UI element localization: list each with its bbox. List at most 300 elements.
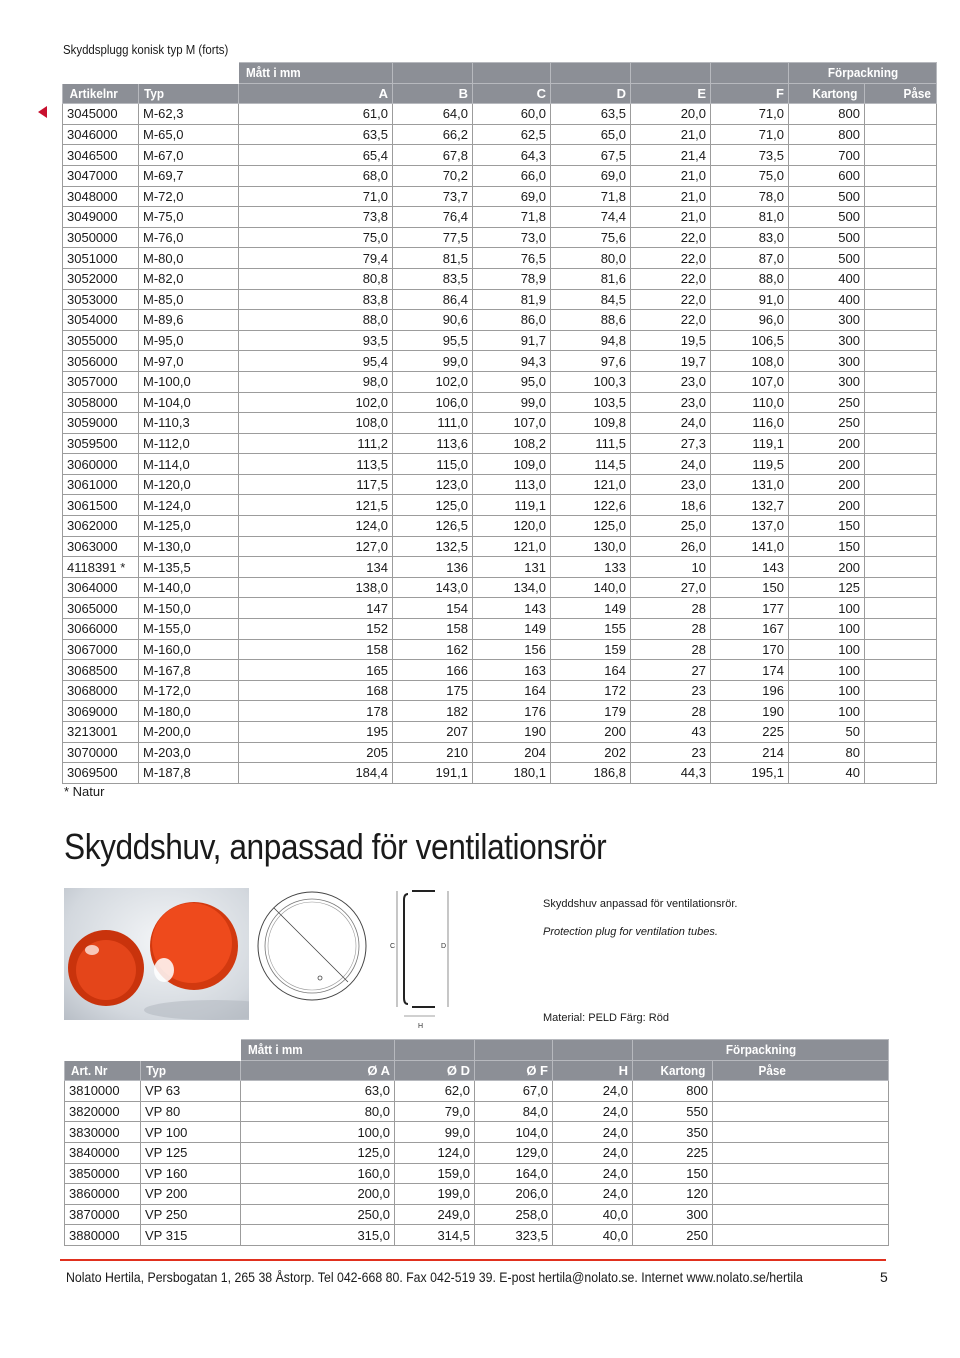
table-cell: 119,5 [711, 454, 789, 475]
table-cell: VP 80 [141, 1101, 241, 1122]
table-cell: 21,4 [631, 145, 711, 166]
table-cell: 76,4 [393, 207, 473, 228]
group-header-packaging: Förpackning [633, 1040, 889, 1061]
table-cell: 3064000 [63, 577, 139, 598]
table-cell: 167 [711, 619, 789, 640]
table-cell: M-200,0 [139, 722, 239, 743]
table-cell: 3065000 [63, 598, 139, 619]
table-cell: 3053000 [63, 289, 139, 310]
table-cell: M-89,6 [139, 310, 239, 331]
table-cell: 300 [789, 330, 865, 351]
table-cell: 249,0 [395, 1204, 475, 1225]
table-cell: 24,0 [553, 1122, 633, 1143]
table-cell: 3830000 [65, 1122, 141, 1143]
table-cell: M-67,0 [139, 145, 239, 166]
header-fill [393, 63, 473, 84]
table-cell [865, 454, 937, 475]
table-cell: M-100,0 [139, 371, 239, 392]
table-cell: 99,0 [393, 351, 473, 372]
table-cell: 125 [789, 577, 865, 598]
table-cell: 190 [473, 722, 551, 743]
table-row [63, 742, 937, 763]
table-cell: 143 [711, 557, 789, 578]
header-fill [553, 1040, 633, 1061]
table-cell: 3063000 [63, 536, 139, 557]
table-cell: M-97,0 [139, 351, 239, 372]
table-cell: 300 [633, 1204, 713, 1225]
table-cell: 250 [789, 413, 865, 434]
table-cell [713, 1101, 889, 1122]
table-cell: 103,5 [551, 392, 631, 413]
table-cell: 23,0 [631, 392, 711, 413]
table-cell: 27 [631, 660, 711, 681]
table-cell: 202 [551, 742, 631, 763]
table-cell: 131,0 [711, 474, 789, 495]
table-cell: 24,0 [553, 1163, 633, 1184]
table-cell: 300 [789, 310, 865, 331]
table-cell: 115,0 [393, 454, 473, 475]
table-cell: 138,0 [239, 577, 393, 598]
table-cell: 19,5 [631, 330, 711, 351]
table-cell: 3049000 [63, 207, 139, 228]
table-row [63, 536, 937, 557]
header-spacer [141, 1040, 241, 1061]
table-cell: 134,0 [473, 577, 551, 598]
table-cell: 22,0 [631, 310, 711, 331]
table-cell: 98,0 [239, 371, 393, 392]
table-row [63, 248, 937, 269]
table-cell: 21,0 [631, 186, 711, 207]
table-cell [865, 165, 937, 186]
table-cell: 3050000 [63, 227, 139, 248]
description-sv: Skyddshuv anpassad för ventilationsrör. [543, 898, 738, 910]
table-cell: 3810000 [65, 1081, 141, 1102]
table-row [63, 227, 937, 248]
table-cell: 80 [789, 742, 865, 763]
table-cell: 93,5 [239, 330, 393, 351]
table-cell: 100 [789, 680, 865, 701]
table-cell: 133 [551, 557, 631, 578]
table-cell: 500 [789, 186, 865, 207]
table-cell: 800 [789, 124, 865, 145]
table-cell: 109,0 [473, 454, 551, 475]
table-cell: M-76,0 [139, 227, 239, 248]
table-cell: 3820000 [65, 1101, 141, 1122]
table-cell: 86,4 [393, 289, 473, 310]
table-cell: 131 [473, 557, 551, 578]
table-cell: 108,2 [473, 433, 551, 454]
table-cell: 28 [631, 701, 711, 722]
table-row [63, 577, 937, 598]
table-cell: M-172,0 [139, 680, 239, 701]
table-cell: 102,0 [239, 392, 393, 413]
table-row [65, 1184, 889, 1205]
table-row [63, 104, 937, 125]
table-cell: 3069000 [63, 701, 139, 722]
table-cell: 258,0 [475, 1204, 553, 1225]
table-cell: 73,7 [393, 186, 473, 207]
table-cell: M-180,0 [139, 701, 239, 722]
table-cell [865, 742, 937, 763]
table-cell: 600 [789, 165, 865, 186]
table-cell: 3061000 [63, 474, 139, 495]
section-caption: Skyddsplugg konisk typ M (forts) [63, 42, 229, 57]
table-cell: 100 [789, 701, 865, 722]
table-cell: 137,0 [711, 516, 789, 537]
table-cell: 78,9 [473, 268, 551, 289]
table-row [63, 371, 937, 392]
col-header-diam-f: Ø F [475, 1060, 553, 1081]
table-cell: 107,0 [473, 413, 551, 434]
table-cell: 117,5 [239, 474, 393, 495]
table-cell [865, 351, 937, 372]
table-row [65, 1204, 889, 1225]
table-cell: 196 [711, 680, 789, 701]
table-row [65, 1225, 889, 1246]
table-cell: 3054000 [63, 310, 139, 331]
table-cell: 19,7 [631, 351, 711, 372]
table-cell: M-110,3 [139, 413, 239, 434]
table-cell: 134 [239, 557, 393, 578]
table-cell: 76,5 [473, 248, 551, 269]
table-cell: M-160,0 [139, 639, 239, 660]
table-cell: 314,5 [395, 1225, 475, 1246]
table-cell: M-124,0 [139, 495, 239, 516]
table-cell: 75,0 [711, 165, 789, 186]
table-cell: M-187,8 [139, 763, 239, 784]
table-cell: 28 [631, 619, 711, 640]
table-cell: VP 250 [141, 1204, 241, 1225]
table-cell: M-62,3 [139, 104, 239, 125]
table-cell: 176 [473, 701, 551, 722]
table-cell: 200 [789, 433, 865, 454]
table-cell: 22,0 [631, 248, 711, 269]
table-cell [713, 1204, 889, 1225]
table-cell: 113,5 [239, 454, 393, 475]
table-cell: 40,0 [553, 1204, 633, 1225]
table-cell: 64,3 [473, 145, 551, 166]
table-cell: 63,5 [551, 104, 631, 125]
table-cell [865, 124, 937, 145]
table-cell: 25,0 [631, 516, 711, 537]
table-cell: 80,0 [241, 1101, 395, 1122]
table-row [63, 660, 937, 681]
table-cell [865, 207, 937, 228]
table-cell: VP 315 [141, 1225, 241, 1246]
table-cell: 150 [789, 516, 865, 537]
table-cell: 24,0 [553, 1101, 633, 1122]
table-cell: 21,0 [631, 207, 711, 228]
table-cell: 136 [393, 557, 473, 578]
footer-divider [60, 1259, 886, 1261]
table-cell [865, 433, 937, 454]
header-fill [551, 63, 631, 84]
table-cell: 200 [789, 454, 865, 475]
table-cell: 225 [711, 722, 789, 743]
table-cell: 83,5 [393, 268, 473, 289]
table-cell: 250,0 [241, 1204, 395, 1225]
table-cell: 113,6 [393, 433, 473, 454]
header-fill [473, 63, 551, 84]
col-header-e: E [631, 83, 711, 104]
table-cell: 179 [551, 701, 631, 722]
table-cell: 90,6 [393, 310, 473, 331]
header-spacer [139, 63, 239, 84]
table-cell: 70,2 [393, 165, 473, 186]
table-cell: 99,0 [395, 1122, 475, 1143]
table-cell: 88,6 [551, 310, 631, 331]
table-row [63, 165, 937, 186]
material-info: Material: PELD Färg: Röd [543, 1012, 669, 1024]
table-cell: 28 [631, 639, 711, 660]
table-cell: 3048000 [63, 186, 139, 207]
table-cell: VP 100 [141, 1122, 241, 1143]
table-cell: 69,0 [473, 186, 551, 207]
table-cell: 175 [393, 680, 473, 701]
table-cell [713, 1184, 889, 1205]
table-row [63, 186, 937, 207]
table-cell: 97,6 [551, 351, 631, 372]
table-cell: 24,0 [631, 454, 711, 475]
table-cell: 125,0 [551, 516, 631, 537]
table-cell: 94,8 [551, 330, 631, 351]
table-cell: 79,0 [395, 1101, 475, 1122]
table-cell: 156 [473, 639, 551, 660]
table-row [63, 701, 937, 722]
product-photo [64, 888, 249, 1020]
table-cell: 75,6 [551, 227, 631, 248]
table-cell [713, 1142, 889, 1163]
table-cell: 27,3 [631, 433, 711, 454]
hood-table [64, 1039, 889, 1246]
table-cell: 23 [631, 680, 711, 701]
table-cell: 200 [789, 557, 865, 578]
table-cell [865, 680, 937, 701]
table-cell: 75,0 [239, 227, 393, 248]
table-cell: 96,0 [711, 310, 789, 331]
table-cell: 323,5 [475, 1225, 553, 1246]
table-cell [865, 413, 937, 434]
table-cell: 110,0 [711, 392, 789, 413]
table-cell: 66,0 [473, 165, 551, 186]
table-cell: 63,5 [239, 124, 393, 145]
col-header-a: A [239, 83, 393, 104]
table-cell: 22,0 [631, 268, 711, 289]
table-cell: 107,0 [711, 371, 789, 392]
table-cell: 100,3 [551, 371, 631, 392]
footnote: * Natur [64, 784, 105, 799]
table-cell: 50 [789, 722, 865, 743]
table-cell: 20,0 [631, 104, 711, 125]
table-cell: 129,0 [475, 1142, 553, 1163]
table-cell: M-85,0 [139, 289, 239, 310]
table-cell: 79,4 [239, 248, 393, 269]
table-cell: 168 [239, 680, 393, 701]
table-row [63, 557, 937, 578]
table-cell: 3062000 [63, 516, 139, 537]
col-header-artikelnr: Artikelnr [63, 83, 139, 104]
table-cell: 125,0 [393, 495, 473, 516]
table-cell: 149 [551, 598, 631, 619]
table-cell: M-130,0 [139, 536, 239, 557]
table-cell: 154 [393, 598, 473, 619]
table-cell [713, 1081, 889, 1102]
table-cell: 3870000 [65, 1204, 141, 1225]
table-row [63, 351, 937, 372]
table-cell: 127,0 [239, 536, 393, 557]
table-cell [865, 104, 937, 125]
table-cell: 158 [239, 639, 393, 660]
table-cell: M-69,7 [139, 165, 239, 186]
table-row [65, 1101, 889, 1122]
table-cell: 23,0 [631, 371, 711, 392]
table-cell: 60,0 [473, 104, 551, 125]
table-cell [865, 763, 937, 784]
header-fill [631, 63, 711, 84]
table-cell [865, 660, 937, 681]
table-cell: 65,4 [239, 145, 393, 166]
table-cell: 164 [551, 660, 631, 681]
table-row [65, 1081, 889, 1102]
table-cell: 74,4 [551, 207, 631, 228]
table-cell [865, 268, 937, 289]
table-cell: 149 [473, 619, 551, 640]
table-cell: 147 [239, 598, 393, 619]
table-cell: 113,0 [473, 474, 551, 495]
table-cell [865, 722, 937, 743]
table-cell: 111,2 [239, 433, 393, 454]
table-row [63, 433, 937, 454]
table-cell: 40 [789, 763, 865, 784]
table-cell: 63,0 [241, 1081, 395, 1102]
table-cell: 64,0 [393, 104, 473, 125]
table-cell: 106,0 [393, 392, 473, 413]
table-cell: 123,0 [393, 474, 473, 495]
header-fill [475, 1040, 553, 1061]
table-cell [865, 577, 937, 598]
table-cell: 95,4 [239, 351, 393, 372]
table-cell [865, 701, 937, 722]
table-cell: 124,0 [395, 1142, 475, 1163]
col-header-d: D [551, 83, 631, 104]
table-cell: M-135,5 [139, 557, 239, 578]
table-cell: 500 [789, 207, 865, 228]
table-cell: 71,0 [711, 104, 789, 125]
table-cell: 150 [789, 536, 865, 557]
table-cell: 81,6 [551, 268, 631, 289]
table-row [63, 207, 937, 228]
table-cell: 108,0 [711, 351, 789, 372]
table-cell: 3046500 [63, 145, 139, 166]
table-cell: 100 [789, 660, 865, 681]
table-cell: 3066000 [63, 619, 139, 640]
footer-contact: Nolato Hertila, Persbogatan 1, 265 38 Åstorp. Tel 042-668 80. Fax 042-519 39. E-post hertila@nolato.se. Internet www.nolato.se/hertila [66, 1269, 803, 1285]
table-row [63, 392, 937, 413]
table-cell [865, 371, 937, 392]
table-cell: 24,0 [553, 1081, 633, 1102]
table-cell: 3860000 [65, 1184, 141, 1205]
table-cell: 550 [633, 1101, 713, 1122]
table-cell [713, 1225, 889, 1246]
table-cell: 69,0 [551, 165, 631, 186]
table-cell: 71,8 [551, 186, 631, 207]
table-row [63, 289, 937, 310]
table-cell: 190 [711, 701, 789, 722]
table-cell: 114,5 [551, 454, 631, 475]
table-row [63, 145, 937, 166]
table-cell: 121,0 [551, 474, 631, 495]
table-cell: 250 [633, 1225, 713, 1246]
table-cell: VP 200 [141, 1184, 241, 1205]
table-cell: 3045000 [63, 104, 139, 125]
table-cell [865, 186, 937, 207]
col-header-typ: Typ [139, 83, 239, 104]
table-cell: 143,0 [393, 577, 473, 598]
table-cell: 3047000 [63, 165, 139, 186]
table-cell: 21,0 [631, 165, 711, 186]
table-cell: 108,0 [239, 413, 393, 434]
col-header-kartong: Kartong [633, 1060, 713, 1081]
table-cell: 200 [551, 722, 631, 743]
table-cell: 120 [633, 1184, 713, 1205]
table-cell: 62,5 [473, 124, 551, 145]
header-spacer [63, 63, 139, 84]
table-cell: 210 [393, 742, 473, 763]
table-row [63, 516, 937, 537]
table-cell: 152 [239, 619, 393, 640]
table-cell [865, 598, 937, 619]
table-cell: 172 [551, 680, 631, 701]
table-cell: 95,5 [393, 330, 473, 351]
table-cell: 800 [633, 1081, 713, 1102]
table-cell: 87,0 [711, 248, 789, 269]
table-cell: 81,0 [711, 207, 789, 228]
table-cell: 88,0 [239, 310, 393, 331]
table-cell: M-95,0 [139, 330, 239, 351]
table-cell: 106,5 [711, 330, 789, 351]
table-cell: 109,8 [551, 413, 631, 434]
table-cell: 800 [789, 104, 865, 125]
table-cell: 121,0 [473, 536, 551, 557]
table-cell: 164 [473, 680, 551, 701]
table-cell: 22,0 [631, 227, 711, 248]
table-cell: 3060000 [63, 454, 139, 475]
table-cell: 100 [789, 639, 865, 660]
table-cell: M-150,0 [139, 598, 239, 619]
table-cell: 174 [711, 660, 789, 681]
table-cell: 119,1 [711, 433, 789, 454]
table-row [65, 1163, 889, 1184]
table-cell: 67,5 [551, 145, 631, 166]
table-cell: 81,5 [393, 248, 473, 269]
table-cell: VP 63 [141, 1081, 241, 1102]
table-cell [865, 639, 937, 660]
table-cell: 100 [789, 598, 865, 619]
col-header-kartong: Kartong [789, 83, 865, 104]
table-cell: 700 [789, 145, 865, 166]
table-cell: 177 [711, 598, 789, 619]
table-cell [865, 145, 937, 166]
table-cell: 3213001 [63, 722, 139, 743]
table-cell: 3068500 [63, 660, 139, 681]
table-row [65, 1142, 889, 1163]
table-row [63, 680, 937, 701]
table-cell [865, 330, 937, 351]
table-cell: 3068000 [63, 680, 139, 701]
table-cell: 162 [393, 639, 473, 660]
table-cell: 400 [789, 289, 865, 310]
table-cell: 155 [551, 619, 631, 640]
